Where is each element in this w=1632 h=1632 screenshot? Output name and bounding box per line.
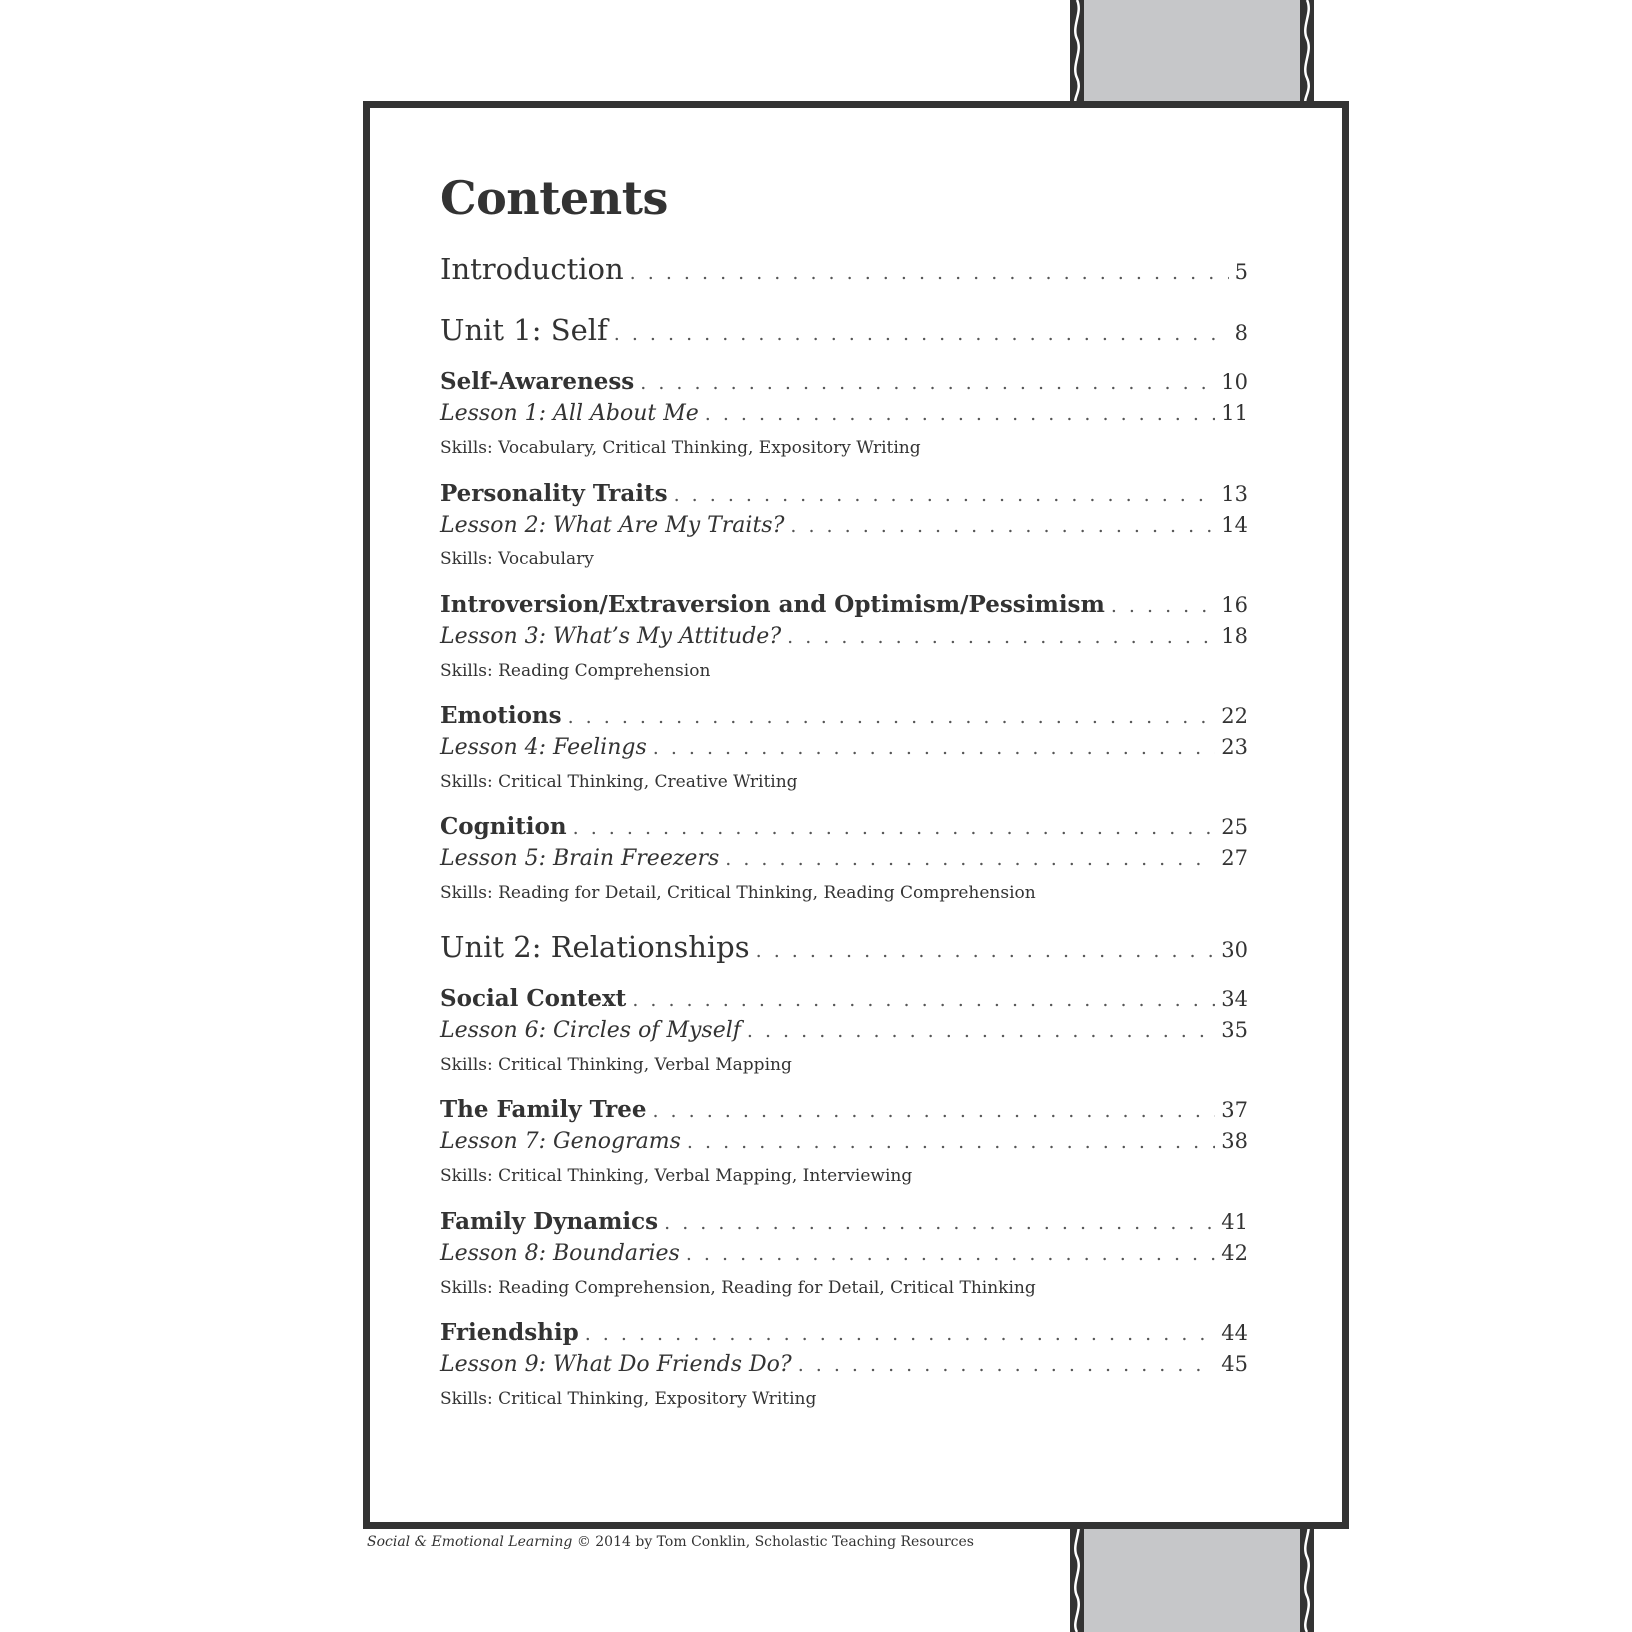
toc-entry-personality-traits[interactable] bbox=[440, 480, 1248, 507]
wavy-border-icon bbox=[1300, 0, 1314, 104]
toc-entry-lesson-2[interactable] bbox=[440, 513, 1248, 538]
page-number: 45 bbox=[1221, 1352, 1248, 1376]
entry-label: Lesson 3: What’s My Attitude? bbox=[440, 624, 782, 649]
page-number: 16 bbox=[1221, 593, 1248, 617]
page-number: 5 bbox=[1234, 260, 1248, 284]
page-number: 13 bbox=[1221, 482, 1248, 506]
toc-entry-lesson-3[interactable] bbox=[440, 624, 1248, 649]
dot-leader bbox=[614, 323, 1229, 345]
toc-entry-lesson-4[interactable] bbox=[440, 735, 1248, 760]
dot-leader bbox=[686, 1243, 1215, 1265]
dot-leader bbox=[705, 403, 1216, 425]
toc-entry-family-dynamics[interactable] bbox=[440, 1208, 1248, 1235]
entry-label: Lesson 1: All About Me bbox=[440, 401, 699, 426]
dot-leader bbox=[790, 515, 1215, 537]
dot-leader bbox=[756, 940, 1216, 962]
page-number: 44 bbox=[1221, 1321, 1248, 1345]
toc-entry-lesson-6[interactable] bbox=[440, 1018, 1248, 1043]
page-number: 18 bbox=[1221, 624, 1248, 648]
toc-entry-social-context[interactable] bbox=[440, 985, 1248, 1012]
page-number: 27 bbox=[1221, 846, 1248, 870]
page-number: 38 bbox=[1221, 1129, 1248, 1153]
dot-leader bbox=[652, 1100, 1215, 1122]
page-number: 10 bbox=[1221, 370, 1248, 394]
toc-entry-unit-2[interactable] bbox=[440, 930, 1248, 964]
dot-leader bbox=[632, 989, 1215, 1011]
copyright-footer bbox=[367, 1534, 974, 1550]
page-number: 25 bbox=[1221, 815, 1248, 839]
entry-label: Social Context bbox=[440, 985, 627, 1012]
decorative-tab-bottom bbox=[1070, 1518, 1314, 1632]
dot-leader bbox=[630, 262, 1229, 284]
dot-leader bbox=[664, 1212, 1215, 1234]
entry-label: The Family Tree bbox=[440, 1096, 647, 1123]
toc-entry-lesson-8[interactable] bbox=[440, 1241, 1248, 1266]
skills-line: Skills: Reading Comprehension, Reading for Detail, Critical Thinking bbox=[440, 1278, 1036, 1298]
entry-label: Introversion/Extraversion and Optimism/Pessimism bbox=[440, 591, 1105, 618]
entry-label: Lesson 2: What Are My Traits? bbox=[440, 513, 785, 538]
toc-entry-cognition[interactable] bbox=[440, 813, 1248, 840]
entry-label: Introduction bbox=[440, 252, 624, 286]
skills-line: Skills: Critical Thinking, Verbal Mapping bbox=[440, 1055, 792, 1075]
skills-line: Skills: Reading for Detail, Critical Thinking, Reading Comprehension bbox=[440, 883, 1036, 903]
toc-entry-emotions[interactable] bbox=[440, 702, 1248, 729]
dot-leader bbox=[747, 1020, 1215, 1042]
dot-leader bbox=[687, 1131, 1215, 1153]
entry-label: Friendship bbox=[440, 1319, 579, 1346]
page-number: 8 bbox=[1234, 321, 1248, 345]
skills-line: Skills: Vocabulary, Critical Thinking, Expository Writing bbox=[440, 438, 921, 458]
entry-label: Unit 1: Self bbox=[440, 313, 608, 347]
entry-label: Self-Awareness bbox=[440, 368, 635, 395]
decorative-tab-top bbox=[1070, 0, 1314, 104]
entry-label: Lesson 8: Boundaries bbox=[440, 1241, 680, 1266]
entry-label: Lesson 9: What Do Friends Do? bbox=[440, 1352, 792, 1377]
entry-label: Cognition bbox=[440, 813, 567, 840]
toc-entry-self-awareness[interactable] bbox=[440, 368, 1248, 395]
toc-entry-unit-1[interactable] bbox=[440, 313, 1248, 347]
page-number: 30 bbox=[1221, 938, 1248, 962]
page-number: 34 bbox=[1221, 987, 1248, 1011]
page-number: 35 bbox=[1221, 1018, 1248, 1042]
toc-entry-introduction[interactable] bbox=[440, 252, 1248, 286]
entry-label: Lesson 5: Brain Freezers bbox=[440, 846, 720, 871]
skills-line: Skills: Vocabulary bbox=[440, 549, 594, 569]
toc-entry-lesson-5[interactable] bbox=[440, 846, 1248, 871]
book-title: Social & Emotional Learning bbox=[367, 1534, 573, 1550]
entry-label: Emotions bbox=[440, 702, 562, 729]
entry-label: Unit 2: Relationships bbox=[440, 930, 750, 964]
page-number: 14 bbox=[1221, 513, 1248, 537]
dot-leader bbox=[1111, 595, 1215, 617]
page-title: Contents bbox=[440, 171, 668, 225]
dot-leader bbox=[573, 817, 1216, 839]
dot-leader bbox=[653, 737, 1216, 759]
skills-line: Skills: Reading Comprehension bbox=[440, 661, 711, 681]
dot-leader bbox=[674, 484, 1216, 506]
entry-label: Lesson 6: Circles of Myself bbox=[440, 1018, 741, 1043]
entry-label: Personality Traits bbox=[440, 480, 668, 507]
wavy-border-icon bbox=[1070, 0, 1084, 104]
page-number: 37 bbox=[1221, 1098, 1248, 1122]
toc-entry-friendship[interactable] bbox=[440, 1319, 1248, 1346]
page-number: 42 bbox=[1221, 1241, 1248, 1265]
skills-line: Skills: Critical Thinking, Verbal Mapping, Interviewing bbox=[440, 1166, 913, 1186]
dot-leader bbox=[787, 626, 1215, 648]
toc-entry-lesson-7[interactable] bbox=[440, 1129, 1248, 1154]
skills-line: Skills: Critical Thinking, Creative Writing bbox=[440, 772, 798, 792]
page-number: 11 bbox=[1221, 401, 1248, 425]
entry-label: Family Dynamics bbox=[440, 1208, 659, 1235]
skills-line: Skills: Critical Thinking, Expository Writing bbox=[440, 1389, 817, 1409]
dot-leader bbox=[568, 706, 1216, 728]
dot-leader bbox=[725, 848, 1215, 870]
wavy-border-icon bbox=[1300, 1518, 1314, 1632]
toc-entry-family-tree[interactable] bbox=[440, 1096, 1248, 1123]
wavy-border-icon bbox=[1070, 1518, 1084, 1632]
dot-leader bbox=[798, 1354, 1216, 1376]
dot-leader bbox=[640, 372, 1215, 394]
page-number: 23 bbox=[1221, 735, 1248, 759]
dot-leader bbox=[585, 1323, 1216, 1345]
entry-label: Lesson 7: Genograms bbox=[440, 1129, 681, 1154]
toc-entry-lesson-9[interactable] bbox=[440, 1352, 1248, 1377]
toc-entry-lesson-1[interactable] bbox=[440, 401, 1248, 426]
page-number: 41 bbox=[1221, 1210, 1248, 1234]
entry-label: Lesson 4: Feelings bbox=[440, 735, 647, 760]
copyright-credit: © 2014 by Tom Conklin, Scholastic Teaching Resources bbox=[572, 1534, 974, 1550]
page-number: 22 bbox=[1221, 704, 1248, 728]
toc-entry-introversion-extraversion[interactable] bbox=[440, 591, 1248, 618]
